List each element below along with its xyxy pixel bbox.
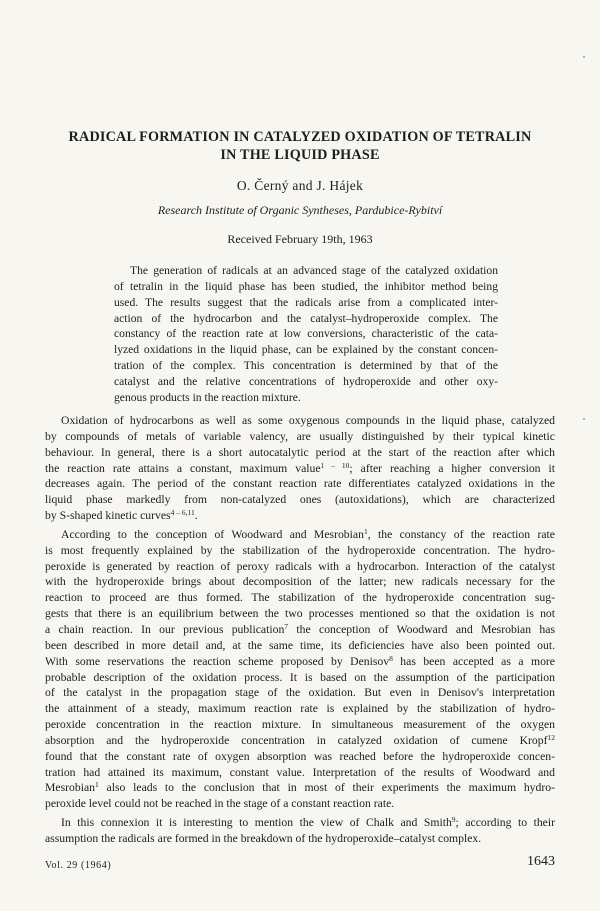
text-run: ; according to their — [455, 816, 555, 830]
body-line: liquid phase markedly from non-catalyzed ones (autoxidations), which are characterized — [45, 493, 555, 507]
body-line: peroxide level could not be reached in the stage of a constant reaction rate. — [45, 797, 395, 811]
paragraph-1 — [45, 413, 555, 524]
abstract-line: The generation of radicals at an advanced stage of the catalyzed oxidation — [130, 264, 498, 277]
body-line: probable description of the oxidation process. It is based on the assumption of the participation — [45, 670, 555, 684]
body-line: behaviour. In general, there is a short autocatalytic period at the start of the reaction after which — [45, 445, 555, 459]
body-line: with the hydroperoxide brings about decomposition of the latter; new radicals necessary for the — [45, 575, 555, 589]
body-text — [45, 413, 555, 850]
citation-superscript: 1 — [95, 780, 99, 790]
body-line: been described in more detail and, at the same time, its deficiencies have also been pointed out. — [45, 638, 555, 652]
text-run: With some reservations the reaction scheme proposed by Denisov — [45, 654, 390, 668]
body-line: by compounds of metals of variable valency, are usually distinguished by their typical kinetic — [45, 429, 555, 443]
text-run: ; after reaching a higher conversion it — [349, 461, 555, 475]
citation-superscript: 8 — [389, 653, 393, 663]
body-line: Oxidation of hydrocarbons as well as some oxygenous compounds in the liquid phase, catalyzed — [61, 414, 555, 427]
body-line — [45, 508, 555, 524]
affiliation: Research Institute of Organic Syntheses, Pardubice-Rybitví — [157, 203, 443, 217]
text-run: has been accepted as a more — [392, 654, 555, 668]
body-line — [45, 461, 555, 477]
text-run: by S-shaped kinetic curves — [45, 509, 171, 523]
paragraph-3 — [45, 815, 555, 847]
text-run: a chain reaction. In our previous publication — [45, 622, 285, 636]
abstract-line: tration of the complex. This concentration is determined by that of the — [114, 359, 498, 373]
abstract-line: genous products in the reaction mixture. — [114, 390, 301, 404]
abstract-line: action of the hydrocarbon and the catalyst–hydroperoxide complex. The — [114, 311, 498, 325]
body-line: found that the constant rate of oxygen absorption was reached before the hydroperoxide concen- — [45, 749, 555, 763]
text-run: absorption and the hydroperoxide concentration in catalyzed oxidation of cumene Kropf — [45, 733, 548, 747]
body-line: reaction to proceed are thus formed. The stabilization of the hydroperoxide concentration sug- — [45, 591, 555, 605]
text-run: According to the conception of Woodward and Mesrobian — [61, 527, 364, 541]
body-line: peroxide concentration in the reaction mixture. In simultaneous measurement of the oxygen — [45, 718, 555, 732]
page-number: 1643 — [527, 854, 555, 869]
text-run: the conception of Woodward and Mesrobian has — [288, 622, 555, 636]
text-run: the reaction rate attains a constant, maximum value — [45, 461, 321, 475]
citation-superscript: 7 — [284, 621, 289, 631]
paragraph-2 — [45, 527, 555, 812]
text-run: . — [194, 509, 198, 523]
body-line: peroxide is generated by reaction of peroxy radicals with a hydrocarbon. Interaction of the catalyst — [45, 559, 555, 573]
body-line — [45, 527, 555, 543]
article-title — [40, 128, 560, 164]
body-line — [45, 733, 555, 749]
citation-superscript: 12 — [547, 732, 555, 742]
body-line: assumption the radicals are formed in the breakdown of the hydroperoxide–catalyst complex. — [45, 831, 482, 845]
body-line: tration had attained its maximum, constant value. Interpretation of the results of Woodward and — [45, 765, 555, 779]
citation-superscript: 9 — [451, 815, 456, 825]
abstract-line: catalyst and the relative concentrations of hydroperoxide and other oxy- — [114, 374, 498, 388]
body-line: gests that there is an equilibrium between the two processes mentioned so that the oxidation is not — [45, 607, 555, 621]
received-date: Received February 19th, 1963 — [227, 232, 373, 246]
title-line-2: IN THE LIQUID PHASE — [220, 147, 380, 163]
body-line: the attainment of a steady, maximum reaction rate is explained by the stabilization of hydro- — [45, 702, 555, 716]
citation-superscript: 1 – 10 — [320, 460, 350, 470]
title-line-1: RADICAL FORMATION IN CATALYZED OXIDATION OF TETRALIN — [68, 129, 532, 145]
body-line: decreases again. The period of the constant reaction rate differentiates catalyzed oxidations in the — [45, 477, 555, 491]
abstract — [114, 263, 498, 406]
abstract-line: constancy of the reaction rate at low conversions, characteristic of the cata- — [114, 327, 498, 341]
authors: O. Černý and J. Hájek — [236, 178, 364, 193]
body-line — [45, 780, 555, 796]
body-line: is most frequently explained by the stabilization of the hydroperoxide concentration. The hydro- — [45, 543, 555, 557]
abstract-line: lyzed oxidations in the liquid phase, can be explained by the constant concen- — [114, 343, 498, 357]
abstract-line: used. The results suggest that the radicals arise from a complicated inter- — [114, 295, 498, 309]
body-line — [45, 654, 555, 670]
text-run: , the constancy of the reaction rate — [367, 527, 555, 541]
abstract-line: of tetralin in the liquid phase has been studied, the inhibitor method being — [114, 279, 498, 293]
text-run: In this connexion it is interesting to mention the view of Chalk and Smith — [61, 816, 452, 830]
text-run: also leads to the conclusion that in most of their experiments the maximum hydro- — [98, 781, 555, 795]
text-run: Mesrobian — [45, 781, 95, 795]
body-line — [45, 622, 555, 638]
citation-superscript: 1 — [363, 526, 368, 536]
body-line: of the catalyst in the propagation stage of the oxidation. But even in Denisov's interpretation — [45, 686, 555, 700]
body-line — [45, 815, 555, 831]
scan-speck — [583, 56, 585, 58]
citation-superscript: 4 – 6,11 — [170, 508, 195, 518]
journal-volume: Vol. 29 (1964) — [45, 860, 112, 871]
scan-speck — [583, 418, 585, 420]
